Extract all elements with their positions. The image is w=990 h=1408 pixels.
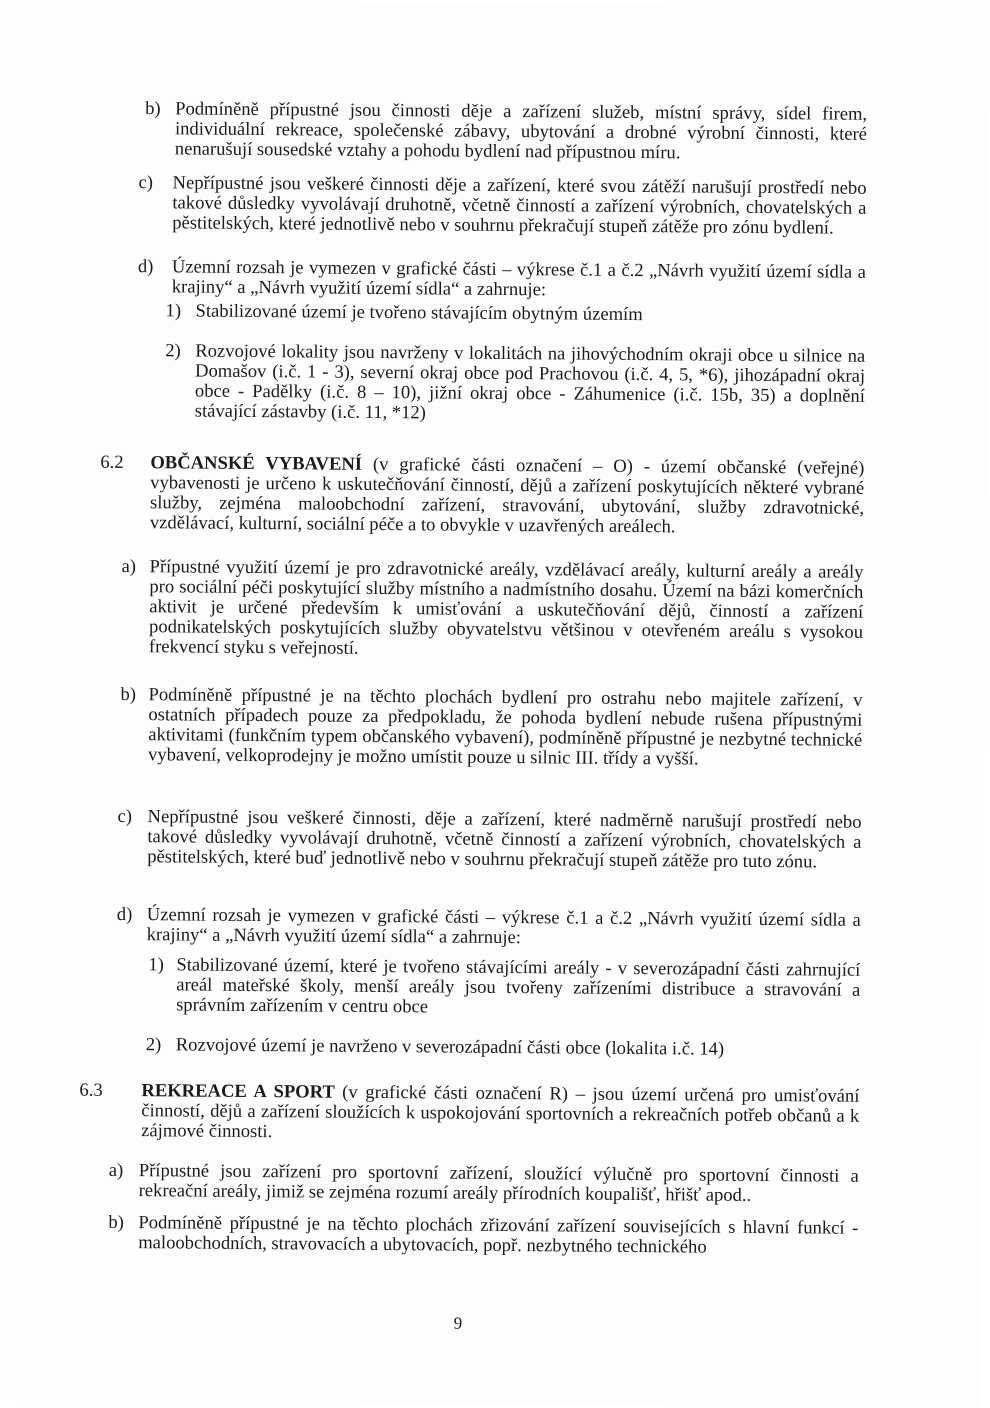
item-label: d) (137, 256, 154, 278)
section-number: 6.2 (100, 451, 124, 473)
item-label: c) (117, 805, 133, 828)
section-rekreace-sport (141, 1081, 859, 1147)
paragraph-bydleni-rozsah: Územní rozsah je vymezen v grafické části – výkrese č.1 a č.2 „Návrh využití území sídla a krajiny“ a „Návrh využití území sídla“ a zahrnuje: (171, 256, 866, 301)
item-label: a) (121, 555, 137, 578)
section-intro: (v grafické části označení – O) - území občanské (veřejné) vybavenosti je určeno k uskutečňování činností, dějů a zařízení poskytujících některé vybrané služby, zejména maloobchodní zařízení, stravování, ubytování, služby zdravotnické, vzdělávací, kulturní, sociální péče a to obvykle v uzavřených areálech. (149, 453, 865, 538)
section-obcanske-vybaveni (150, 453, 865, 539)
paragraph-bydleni-nepripustne: Nepřípustné jsou veškeré činnosti děje a zařízení, které svou zátěží narušují prostředí nebo takové důsledky vyvolávají druhotně, včetně činností a zařízení výrobních, chovatelských a pěstitelských, které jednotlivě nebo v souhrnu překračují stupeň zátěže pro zónu bydlení. (172, 172, 867, 239)
section-number: 6.3 (79, 1079, 103, 1101)
item-label: d) (116, 903, 133, 926)
item-label: a) (108, 1159, 124, 1182)
item-label: b) (120, 683, 137, 706)
paragraph-ov-pripustne: Přípustné využití území je pro zdravotnické areály, vzdělávací areály, kulturní areály a areály pro sociální péči poskytující služby místního a nadmístního dosahu. Území na bázi komerčních aktivit je určené především k umisťování a uskutečňování dějů, činností a zařízení podnikatelských poskytujících služby obyvatelstvu většinou v otevřeném areálu s vysokou frekvencí styku s veřejností. (148, 556, 864, 659)
paragraph-bydleni-podminene: Podmíněně přípustné jsou činnosti děje a zařízení služeb, místní správy, sídel firem, individuální rekreace, společenské zábavy, ubytování a drobné výrobní činnosti, které nenarušují sousedské vztahy a pohodu bydlení nad přípustnou míru. (174, 98, 868, 164)
paragraph-ov-rozvojove: Rozvojové území je navrženo v severozápadní části obce (lokalita i.č. 14) (175, 1034, 725, 1060)
section-title: OBČANSKÉ VYBAVENÍ (150, 452, 374, 475)
item-label: 2) (145, 1034, 162, 1056)
paragraph-ov-rozsah: Územní rozsah je vymezen v grafické části – výkrese č.1 a č.2 „Návrh využití území sídla a krajiny“ a „Návrh využití území sídla“ a zahrnuje: (146, 904, 861, 949)
item-label: b) (145, 98, 161, 120)
item-label: 2) (165, 340, 181, 362)
paragraph-rs-pripustne: Přípustné jsou zařízení pro sportovní zařízení, sloužící výlučně pro sportovní činnosti a rekreační areály, jimiž se zejména rozumí areály přírodních koupališť, hřišť apod.. (138, 1160, 859, 1206)
paragraph-ov-podminene: Podmíněně přípustné je na těchto plochách bydlení pro ostrahu nebo majitele zařízení, v ostatních případech pouze za předpokladu, že pohoda bydlení nebude rušena přípustnými aktivitami (funkčním typem občanského vybavení), podmíněně přípustné je nezbytné technické vybavení, velkoprodejny je možno umístit pouze u silnic III. třídy a vyšší. (147, 684, 863, 770)
page-number: 9 (453, 1313, 463, 1333)
paragraph-bydleni-rozvojove: Rozvojové lokality jsou navrženy v lokalitách na jihovýchodním okraji obce u silnice na Domašov (i.č. 1 - 3), severní okraj obce pod Prachovou (i.č. 4, 5, *6), jihozápadní okraj obce - Padělky (i.č. 8 – 10), jižní okraj obce - Záhumenice (i.č. 15b, 35) a doplnění stávající zástavby (i.č. 11, *12) (194, 340, 866, 424)
section-intro: (v grafické části označení R) – jsou území určená pro umisťování činností, dějů a zařízení sloužících k uspokojování sportovních a rekreačních potřeb občanů a k zájmové činnosti. (141, 1081, 860, 1143)
item-label: c) (138, 172, 154, 194)
section-title: REKREACE A SPORT (141, 1080, 343, 1103)
item-label: 1) (148, 954, 165, 976)
paragraph-ov-stabilizovane: Stabilizované území, které je tvořeno stávajícími areály - v severozápadní části zahrnující areál mateřské školy, menší areály jsou tvořeny zařízeními distribuce a stravování a správním zařízením v centru obce (176, 954, 861, 1018)
item-label: 1) (165, 300, 182, 322)
paragraph-ov-nepripustne: Nepřípustné jsou veškeré činnosti, děje a zařízení, které nadměrně narušují prostředí nebo takové důsledky vyvolávají druhotně, včetně činností a zařízení výrobních, chovatelských a pěstitelských, které buď jednotlivě nebo v souhrnu překračují stupeň zátěže pro tuto zónu. (147, 806, 862, 873)
paragraph-rs-podminene: Podmíněně přípustné je na těchto plochách zřizování zařízení souvisejících s hlavní funkcí - maloobchodních, stravovacích a ubytovacích, popř. nezbytného technického (138, 1212, 859, 1258)
paragraph-bydleni-stabilizovane: Stabilizované území je tvořeno stávajícím obytným územím (195, 300, 643, 326)
item-label: b) (108, 1211, 124, 1234)
